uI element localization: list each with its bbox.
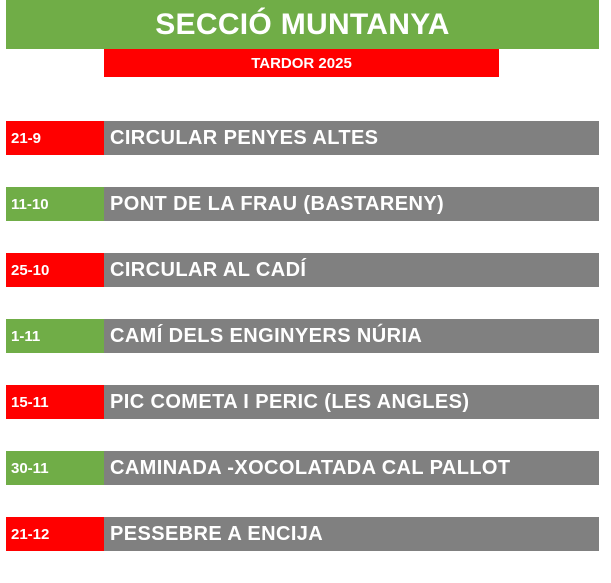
list-item — [6, 319, 599, 353]
excursion-name: CAMÍ DELS ENGINYERS NÚRIA — [104, 319, 599, 353]
excursion-date: 11-10 — [6, 187, 104, 221]
list-item — [6, 253, 599, 287]
list-item — [6, 121, 599, 155]
excursion-date: 1-11 — [6, 319, 104, 353]
list-item — [6, 517, 599, 551]
list-item — [6, 385, 599, 419]
excursion-name: PIC COMETA I PERIC (LES ANGLES) — [104, 385, 599, 419]
list-item — [6, 187, 599, 221]
page-title: SECCIÓ MUNTANYA — [6, 0, 599, 49]
excursion-name: PONT DE LA FRAU (BASTARENY) — [104, 187, 599, 221]
season-banner: TARDOR 2025 — [104, 49, 499, 77]
excursion-name: CIRCULAR PENYES ALTES — [104, 121, 599, 155]
excursion-date: 21-9 — [6, 121, 104, 155]
list-item — [6, 451, 599, 485]
excursion-name: CIRCULAR AL CADÍ — [104, 253, 599, 287]
excursion-name: PESSEBRE A ENCIJA — [104, 517, 599, 551]
excursion-list — [6, 121, 599, 583]
excursion-date: 30-11 — [6, 451, 104, 485]
excursion-date: 25-10 — [6, 253, 104, 287]
excursion-date: 15-11 — [6, 385, 104, 419]
excursion-date: 21-12 — [6, 517, 104, 551]
excursion-name: CAMINADA -XOCOLATADA CAL PALLOT — [104, 451, 599, 485]
